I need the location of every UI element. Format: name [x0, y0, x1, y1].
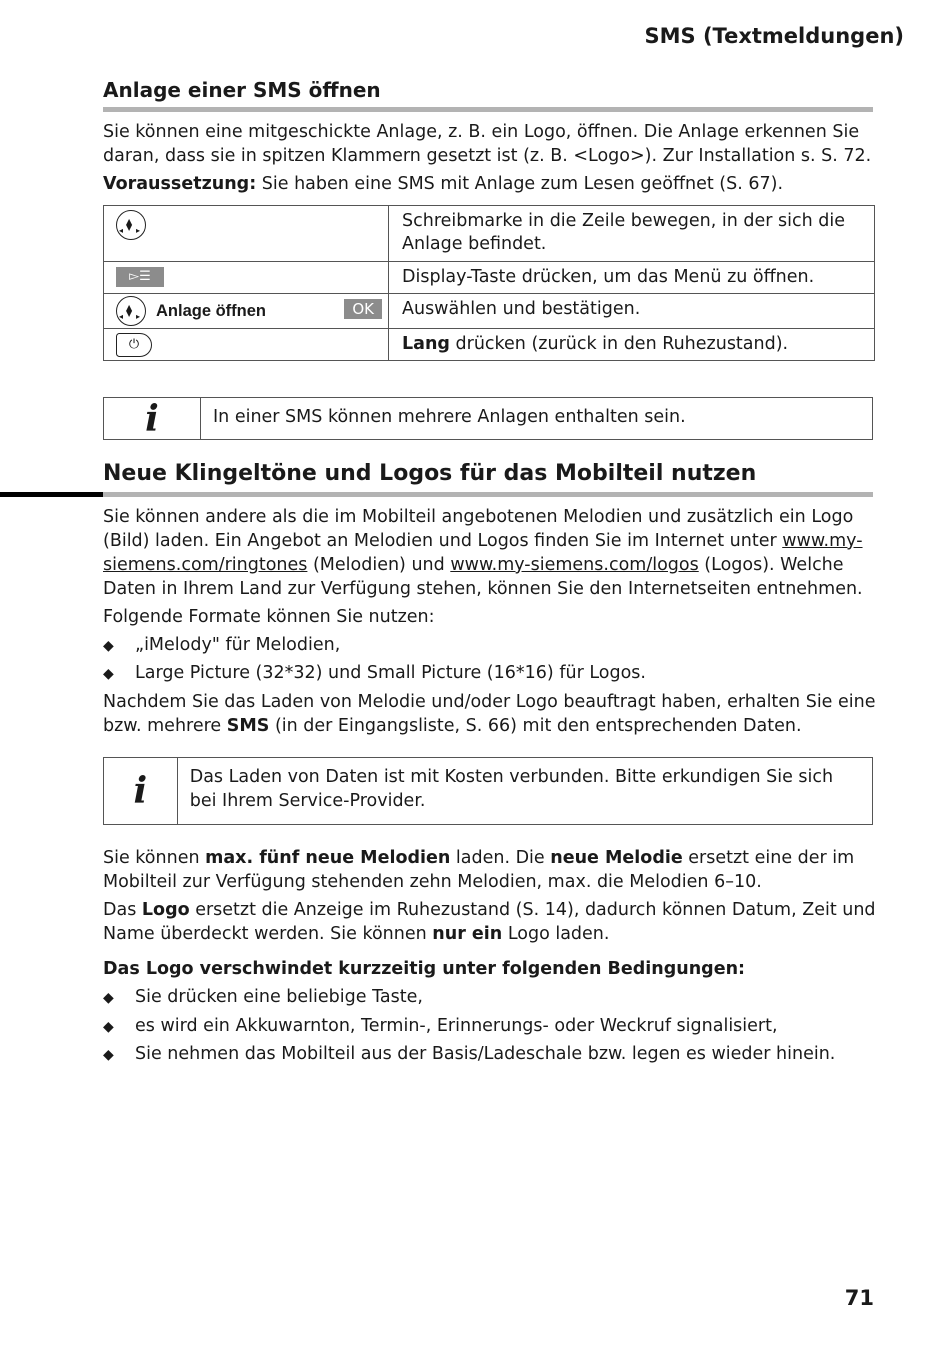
conditions-heading: Das Logo verschwindet kurzzeitig unter folgenden Bedingungen: [103, 959, 746, 979]
para-text: ersetzt eine der im Mobilteil zur Verfügung stehenden zehn Melodien, max. die Melodien 6–10. [103, 848, 855, 892]
para-bold: SMS [226, 716, 270, 736]
ok-key-icon: OK [344, 299, 382, 319]
para-text: (Logos). Welche Daten in Ihrem Land zur Verfügung stehen, können Sie den Internetseiten entnehmen. [103, 555, 863, 599]
navigation-key-icon: ▲ ◂▸ ▼ [116, 210, 146, 240]
logos-link[interactable]: www.my-siemens.com/logos [450, 555, 699, 575]
sms-paragraph [103, 690, 878, 738]
list-item [103, 661, 646, 686]
info-text: Das Laden von Daten ist mit Kosten verbunden. Bitte erkundigen Sie sich bei Ihrem Service-Provider. [189, 767, 834, 811]
step-row [104, 262, 875, 294]
para-text: ersetzt die Anzeige im Ruhezustand (S. 14), dadurch können Datum, Zeit und Name überdeckt werden. Sie können [103, 900, 876, 944]
step-row [104, 206, 875, 262]
para-text: Sie können andere als die im Mobilteil angebotenen Melodien und zusätzlich ein Logo (Bild) laden. Ein Angebot an Melodien und Logos finden Sie im Internet unter [103, 507, 854, 551]
para-text: laden. Die [450, 848, 551, 868]
page-number: 71 [844, 1286, 874, 1310]
list-item-text: Sie nehmen das Mobilteil aus der Basis/Ladeschale bzw. legen es wieder hinein. [135, 1044, 836, 1064]
list-item [103, 1042, 835, 1067]
step-desc: Schreibmarke in die Zeile bewegen, in der sich die Anlage befindet. [389, 206, 875, 262]
navigation-key-icon: ▲ ◂▸ ▼ [116, 296, 146, 326]
info-text: In einer SMS können mehrere Anlagen enthalten sein. [213, 407, 686, 427]
para-text: Nachdem Sie das Laden von Melodie und/oder Logo beauftragt haben, erhalten Sie eine bzw. mehrere [103, 692, 876, 736]
step-desc: Auswählen und bestätigen. [389, 294, 875, 329]
melodies-paragraph [103, 846, 878, 894]
list-item-text: Sie drücken eine beliebige Taste, [135, 987, 423, 1007]
ringtones-paragraph [103, 505, 878, 601]
bullet-icon: ◆ [103, 990, 114, 1006]
section-rule [103, 107, 873, 112]
formats-intro: Folgende Formate können Sie nutzen: [103, 607, 435, 627]
logo-paragraph [103, 898, 878, 946]
para-text: Logo laden. [502, 924, 610, 944]
bullet-icon: ◆ [103, 638, 114, 654]
bullet-icon: ◆ [103, 1019, 114, 1035]
prerequisite-text: Sie haben eine SMS mit Anlage zum Lesen geöffnet (S. 67). [256, 174, 784, 194]
section-title-anlage: Anlage einer SMS öffnen [103, 78, 381, 102]
para-bold: neue Melodie [550, 848, 683, 868]
info-icon: i [104, 398, 201, 439]
ringtones-link[interactable]: www.my-siemens.com/ringtones [103, 531, 863, 575]
bullet-icon: ◆ [103, 1047, 114, 1063]
step-desc [389, 329, 875, 361]
para-bold: Logo [141, 900, 190, 920]
display-key-icon: ▻☰ [116, 267, 164, 287]
section-rule [103, 492, 873, 497]
section-marker [0, 492, 103, 497]
para-text: (in der Eingangsliste, S. 66) mit den entsprechenden Daten. [269, 716, 802, 736]
para-text: Das [103, 900, 142, 920]
para-bold: nur ein [432, 924, 503, 944]
end-call-key-icon: ⏻ [116, 333, 152, 357]
list-item-text: es wird ein Akkuwarnton, Termin-, Erinnerungs- oder Weckruf signalisiert, [135, 1016, 778, 1036]
step-desc-bold: Lang [402, 334, 450, 354]
list-item [103, 985, 423, 1010]
list-item-text: Large Picture (32*32) und Small Picture (16*16) für Logos. [135, 663, 646, 683]
prerequisite-label: Voraussetzung: [103, 174, 257, 194]
section-title-klingeltoene: Neue Klingeltöne und Logos für das Mobilteil nutzen [103, 461, 757, 486]
list-item [103, 633, 340, 658]
menu-item-label: Anlage öffnen [156, 301, 266, 320]
prerequisite-paragraph [103, 172, 878, 196]
bullet-icon: ◆ [103, 666, 114, 682]
info-box [103, 397, 873, 440]
para-text: (Melodien) und [307, 555, 451, 575]
step-row [104, 329, 875, 361]
info-icon: i [104, 758, 178, 824]
steps-table [103, 205, 875, 361]
running-header: SMS (Textmeldungen) [644, 24, 904, 48]
para-bold: max. fünf neue Melodien [205, 848, 451, 868]
step-desc: Display-Taste drücken, um das Menü zu öffnen. [389, 262, 875, 294]
list-item [103, 1014, 778, 1039]
step-row [104, 294, 875, 329]
intro-paragraph: Sie können eine mitgeschickte Anlage, z. B. ein Logo, öffnen. Die Anlage erkennen Sie daran, dass sie in spitzen Klammern gesetzt ist (z. B. <Logo>). Zur Installation s. S. 72. [103, 122, 872, 166]
para-text: Sie können [103, 848, 206, 868]
list-item-text: „iMelody" für Melodien, [135, 635, 341, 655]
info-box [103, 757, 873, 825]
step-desc-rest: drücken (zurück in den Ruhezustand). [449, 334, 789, 354]
